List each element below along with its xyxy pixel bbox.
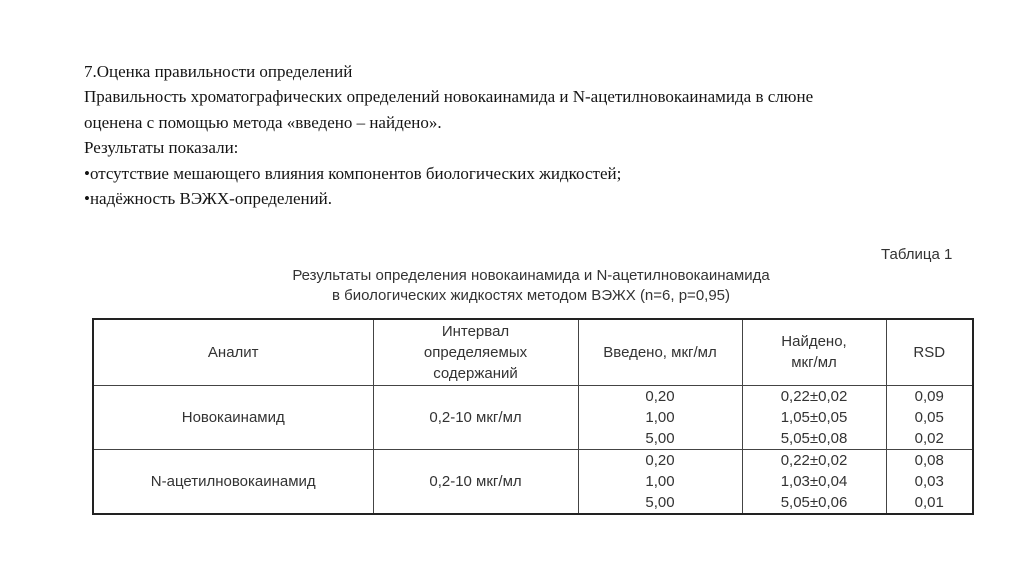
found-value: 1,03±0,04 [780, 472, 848, 490]
header-found-line-1: Найдено, [781, 333, 847, 351]
header-interval-line-1: Интервал [441, 322, 510, 340]
found-value: 5,05±0,08 [780, 429, 848, 447]
introduced-value: 0,20 [645, 451, 675, 469]
rsd-value: 0,08 [914, 451, 944, 469]
cell-interval: 0,2-10 мкг/мл [373, 385, 578, 449]
found-value: 0,22±0,02 [780, 451, 848, 469]
found-value: 1,05±0,05 [780, 408, 848, 426]
introduced-value: 5,00 [645, 429, 675, 447]
results-table [92, 318, 974, 515]
table-row [93, 449, 973, 514]
header-introduced: Введено, мкг/мл [578, 319, 742, 385]
header-analyte: Аналит [93, 319, 373, 385]
rsd-value: 0,03 [914, 472, 944, 490]
slide-heading: 7.Оценка правильности определений [84, 62, 353, 81]
introduced-value: 5,00 [645, 493, 675, 511]
table-caption-line-1: Результаты определения новокаинамида и N-ацетилновокаинамида [292, 267, 770, 284]
cell-introduced [578, 449, 742, 514]
table-caption-line-2: в биологических жидкостях методом ВЭЖХ (n=6, р=0,95) [331, 287, 731, 304]
table-label: Таблица 1 [881, 246, 953, 263]
results-intro: Результаты показали: [84, 138, 239, 158]
bullet-item-1: •отсутствие мешающего влияния компонентов биологических жидкостей; [84, 163, 622, 183]
cell-analyte: Новокаинамид [93, 385, 373, 449]
cell-introduced [578, 385, 742, 449]
bullet-item-2: •надёжность ВЭЖХ-определений. [84, 188, 333, 208]
rsd-value: 0,01 [914, 493, 944, 511]
cell-found [742, 385, 886, 449]
found-value: 0,22±0,02 [780, 387, 848, 405]
cell-rsd [886, 385, 973, 449]
paragraph-line-2: оценена с помощью метода «введено – найдено». [84, 112, 442, 132]
rsd-value: 0,02 [914, 429, 944, 447]
introduced-value: 1,00 [645, 472, 675, 490]
cell-interval: 0,2-10 мкг/мл [373, 449, 578, 514]
rsd-value: 0,05 [914, 408, 944, 426]
rsd-value: 0,09 [914, 387, 944, 405]
header-interval-line-2: определяемых [423, 343, 528, 361]
slide-text-block [84, 59, 813, 211]
introduced-value: 0,20 [645, 387, 675, 405]
header-interval [373, 319, 578, 385]
header-rsd: RSD [886, 319, 973, 385]
header-interval-line-3: содержаний [433, 364, 518, 382]
header-found-line-2: мкг/мл [791, 354, 837, 372]
cell-analyte: N-ацетилновокаинамид [93, 449, 373, 514]
header-found [742, 319, 886, 385]
introduced-value: 1,00 [645, 408, 675, 426]
table-row [93, 385, 973, 449]
table-header-row [93, 319, 973, 385]
table-caption [196, 266, 866, 306]
cell-found [742, 449, 886, 514]
found-value: 5,05±0,06 [780, 493, 848, 511]
cell-rsd [886, 449, 973, 514]
paragraph-line-1: Правильность хроматографических определений новокаинамида и N-ацетилновокаинамида в слюне [84, 87, 814, 107]
